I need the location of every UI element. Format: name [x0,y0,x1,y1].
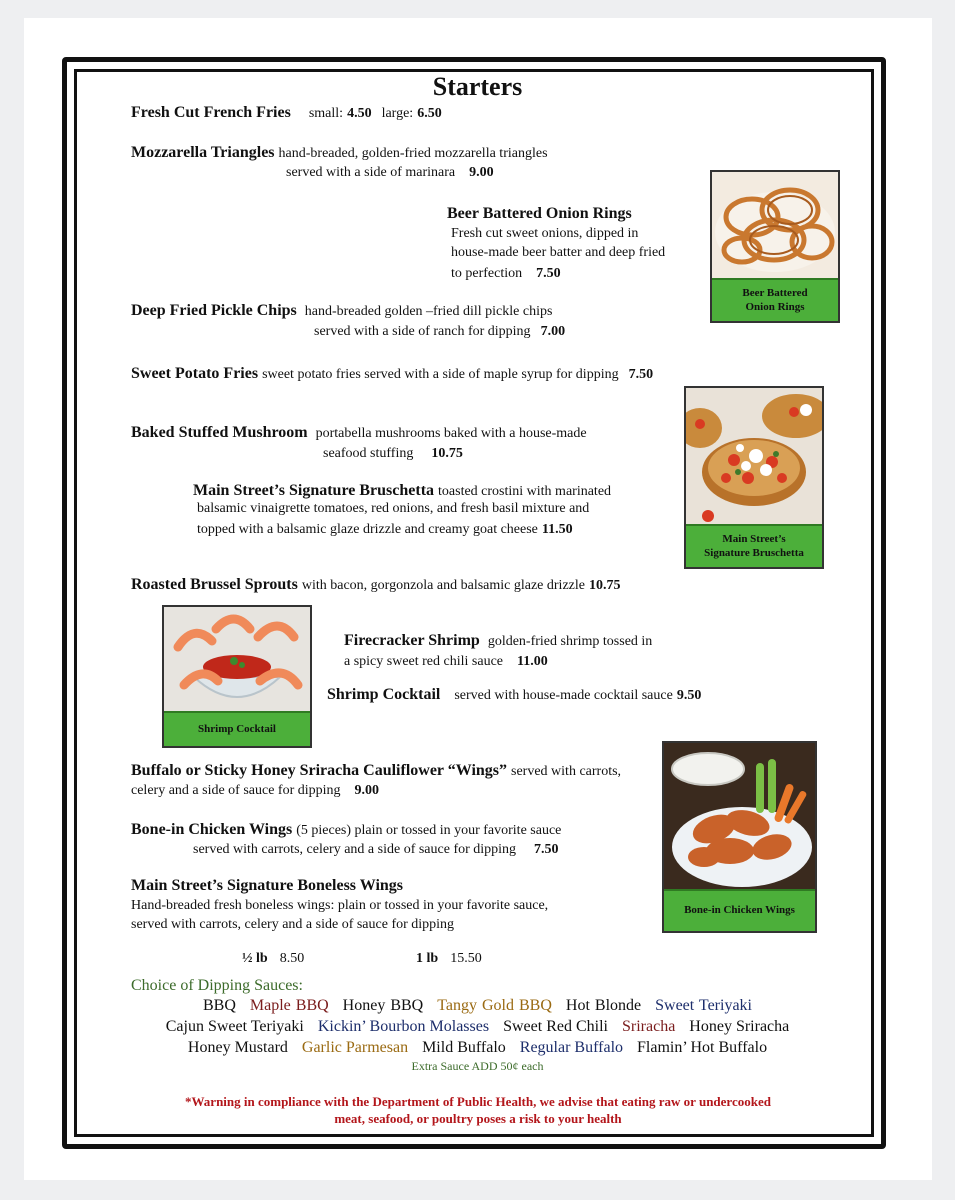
caption-line: Beer Battered [742,286,808,299]
item-name: Buffalo or Sticky Honey Sriracha Cauliflower “Wings” [131,762,508,779]
onion-rings-icon [712,172,838,282]
item-desc: sweet potato fries served with a side of maple syrup for dipping [262,367,619,382]
menu-item-onion-price-line [451,264,561,282]
size-label: large: [381,106,414,121]
caption-line: Main Street’s [722,532,786,545]
item-desc: with bacon, gorgonzola and balsamic glaze drizzle [301,578,585,593]
chicken-wings-icon [664,743,815,891]
menu-item-cauliflower-cont [131,781,379,799]
item-desc: house-made beer batter and deep fried [451,245,666,260]
item-desc: hand-breaded golden –fried dill pickle chips [304,304,553,319]
sauce-option: Flamin’ Hot Buffalo [637,1039,768,1056]
item-desc: balsamic vinaigrette tomatoes, red onions, and fresh basil mixture and [197,501,590,516]
page-title: Starters [432,72,523,101]
item-desc: served with carrots, [511,764,622,779]
item-name: Firecracker Shrimp [344,632,480,649]
item-price: 7.50 [534,842,559,857]
item-price: 6.50 [417,106,442,121]
item-price: 9.00 [469,165,494,180]
item-desc: served with carrots, celery and a side of sauce for dipping [193,842,517,857]
menu-item-bruschetta [193,482,611,500]
item-price: 9.50 [676,688,702,703]
sauce-row [0,1039,955,1057]
caption-line: Signature Bruschetta [704,546,804,559]
caption-line: Shrimp Cocktail [198,722,276,735]
item-name: Baked Stuffed Mushroom [131,424,308,441]
health-warning-line: *Warning in compliance with the Department of Public Health, we advise that eating raw or undercooked [185,1094,771,1109]
photo-caption [664,889,815,931]
menu-item-mushroom-cont [323,444,463,462]
item-desc: topped with a balsamic glaze drizzle and creamy goat cheese [197,522,538,537]
item-price: 7.50 [536,266,561,281]
item-name-boneless-wings: Main Street’s Signature Boneless Wings [131,877,404,894]
menu-item-bruschetta-price-line [197,520,573,538]
menu-item-pickle-cont [314,322,565,340]
sauce-option: Honey BBQ [342,997,424,1014]
item-price: 7.00 [540,324,566,339]
sauce-row [0,1018,955,1036]
item-name: Roasted Brussel Sprouts [131,576,298,593]
bruschetta-icon [686,388,822,526]
item-desc: served with a side of ranch for dipping [314,324,531,339]
photo-bruschetta [684,386,824,569]
item-price: 7.50 [628,367,654,382]
item-name: Deep Fried Pickle Chips [131,302,297,319]
menu-item-shrimp-cocktail [327,686,701,704]
sauce-option: Tangy Gold BBQ [437,997,552,1014]
boneless-half-pound [242,949,304,967]
sauce-option: Maple BBQ [249,997,329,1014]
menu-item-brussel-sprouts [131,576,620,594]
item-desc: to perfection [451,266,523,281]
sauce-option: Sriracha [621,1018,676,1035]
size-label: small: [308,106,344,121]
menu-item-pickle [131,302,552,320]
extra-sauce-note: Extra Sauce ADD 50¢ each [411,1059,544,1073]
item-desc: served with a side of marinara [286,165,456,180]
menu-item-mushroom [131,424,587,442]
item-price: 8.50 [279,951,305,966]
sauce-option: Sweet Teriyaki [655,997,752,1014]
item-desc: Hand-breaded fresh boneless wings: plain or tossed in your favorite sauce, [131,898,549,913]
item-desc: toasted crostini with marinated [438,484,612,499]
item-name: Shrimp Cocktail [327,686,441,703]
item-desc: seafood stuffing [323,446,414,461]
sauce-option: Hot Blonde [565,997,642,1014]
photo-caption [712,278,838,321]
item-name: Mozzarella Triangles [131,144,275,161]
boneless-one-pound [416,949,482,967]
item-desc: celery and a side of sauce for dipping [131,783,341,798]
item-desc: Fresh cut sweet onions, dipped in [451,226,639,241]
item-desc: hand-breaded, golden-fried mozzarella triangles [278,146,548,161]
menu-item-fries [131,104,442,122]
menu-item-cauliflower [131,762,621,780]
size-label: ½ lb [242,951,268,966]
caption-line: Onion Rings [745,300,805,313]
photo-caption [164,711,310,746]
item-name-onion-rings: Beer Battered Onion Rings [447,205,632,222]
item-price: 4.50 [347,106,372,121]
sauces-heading: Choice of Dipping Sauces: [131,977,303,994]
item-price: 9.00 [354,783,380,798]
health-warning-line: meat, seafood, or poultry poses a risk to your health [334,1111,622,1126]
sauce-option: Kickin’ Bourbon Molasses [317,1018,490,1035]
photo-onion-rings [710,170,840,323]
photo-caption [686,524,822,567]
item-price: 11.00 [517,654,548,669]
sauce-option: BBQ [202,997,236,1014]
menu-item-bone-in-wings-cont [193,840,559,858]
menu-item-firecracker-cont [344,652,548,670]
item-name: Fresh Cut French Fries [131,104,291,121]
photo-shrimp-cocktail [162,605,312,748]
sauce-row [0,997,955,1015]
item-desc: (5 pieces) plain or tossed in your favorite sauce [296,823,562,838]
shrimp-cocktail-icon [164,607,310,717]
menu-item-mozzarella [131,144,548,162]
size-label: 1 lb [416,951,439,966]
item-name: Bone-in Chicken Wings [131,821,293,838]
menu-item-bone-in-wings [131,821,561,839]
menu-item-firecracker [344,632,652,650]
sauce-option: Garlic Parmesan [301,1039,409,1056]
sauce-option: Sweet Red Chili [503,1018,608,1035]
item-desc: served with house-made cocktail sauce [454,688,673,703]
sauce-option: Honey Sriracha [689,1018,790,1035]
caption-line: Bone-in Chicken Wings [684,904,795,917]
menu-item-sweet-potato [131,365,653,383]
item-price: 10.75 [431,446,463,461]
sauce-option: Mild Buffalo [422,1039,506,1056]
item-name: Main Street’s Signature Bruschetta [193,482,435,499]
item-desc: served with carrots, celery and a side of sauce for dipping [131,917,455,932]
item-price: 10.75 [588,578,621,593]
sauce-option: Regular Buffalo [519,1039,624,1056]
item-price: 15.50 [450,951,482,966]
sauce-option: Cajun Sweet Teriyaki [165,1018,304,1035]
item-price: 11.50 [541,522,573,537]
item-name: Sweet Potato Fries [131,365,259,382]
sauce-option: Honey Mustard [187,1039,288,1056]
photo-bone-in-wings [662,741,817,933]
item-desc: a spicy sweet red chili sauce [344,654,503,669]
item-desc: portabella mushrooms baked with a house-made [315,426,587,441]
item-desc: golden-fried shrimp tossed in [487,634,653,649]
menu-item-mozzarella-cont [286,163,494,181]
